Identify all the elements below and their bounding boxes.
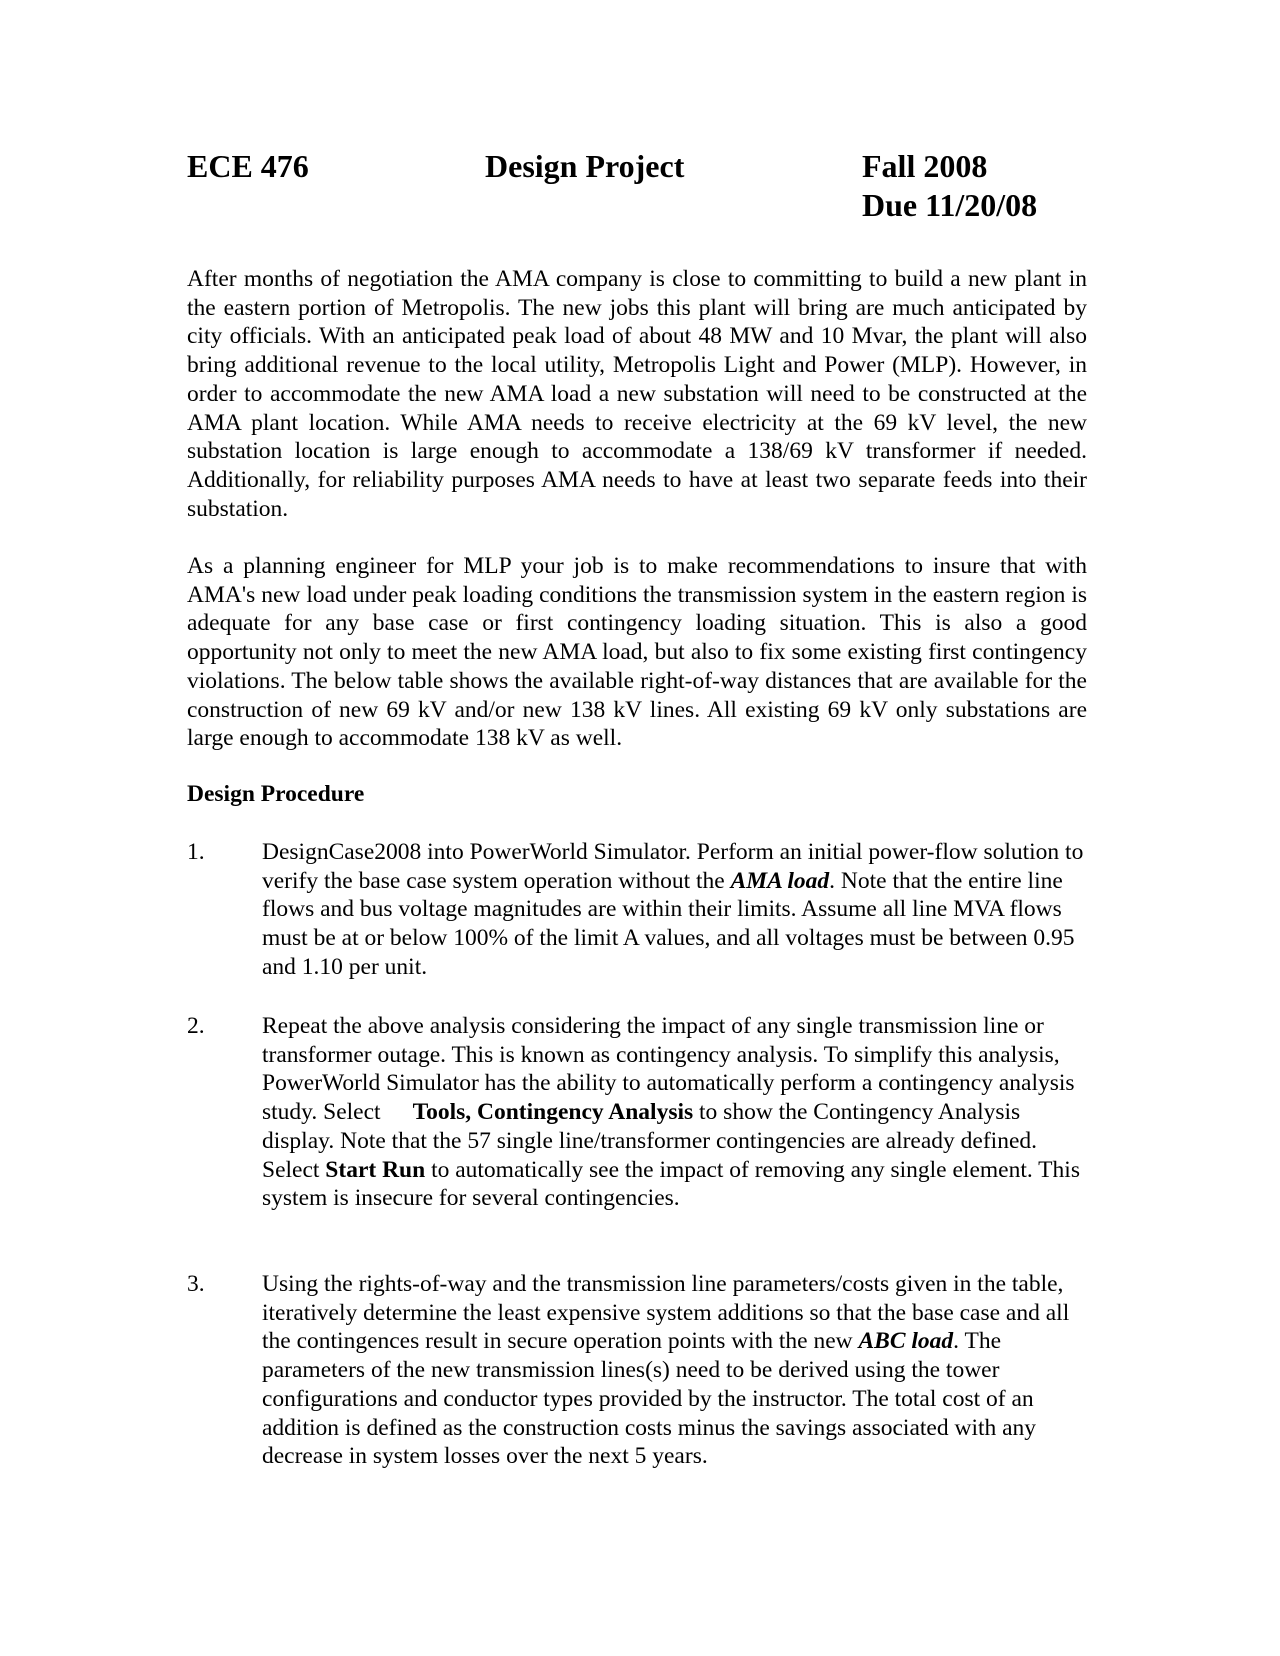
step-text-part: . Note that the entire line flows and bus voltage magnitudes are within their limits. Assume all line MVA flows must be at or below 100% of the limit A values, and all voltages must be between 0.95 and 1.10 per unit.: [262, 867, 1075, 980]
task-paragraph: As a planning engineer for MLP your job is to make recommendations to insure that with AMA's new load under peak loading conditions the transmission system in the eastern region is adequate for any base case or first contingency loading situation. This is also a good opportunity not only to meet the new AMA load, but also to fix some existing first contingency violations. The below table shows the available right-of-way distances that are available for the construction of new 69 kV and/or new 138 kV lines. All existing 69 kV only substations are large enough to accommodate 138 kV as well.: [187, 553, 1087, 752]
step-emphasis: AMA load: [730, 867, 830, 894]
intro-paragraph: After months of negotiation the AMA company is close to committing to build a new plant in the eastern portion of Metropolis. The new jobs this plant will bring are much anticipated by city officials. With an anticipated peak load of about 48 MW and 10 Mvar, the plant will also bring additional revenue to the local utility, Metropolis Light and Power (MLP). However, in order to accommodate the new AMA load a new substation will need to be constructed at the AMA plant location. While AMA needs to receive electricity at the 69 kV level, the new substation location is large enough to accommodate a 138/69 kV transformer if needed. Additionally, for reliability purposes AMA needs to have at least two separate feeds into their substation.: [187, 266, 1087, 522]
course-code: ECE 476: [187, 148, 309, 184]
step-text-part: to automatically see the impact of removing any single element. This system is insecure for several contingencies.: [262, 1156, 1080, 1212]
due-date: Due 11/20/08: [862, 187, 1038, 223]
step-text: [262, 1270, 1087, 1471]
step-text-part: Using the rights-of-way and the transmission line parameters/costs given in the table, iteratively determine the least expensive system additions so that the base case and all the contingences result in secure operation points with the new: [262, 1271, 1070, 1355]
step-text: [262, 1012, 1087, 1213]
step-number: 1.: [187, 839, 205, 865]
step-emphasis: Start Run: [325, 1156, 426, 1183]
step-emphasis: ABC load: [858, 1328, 954, 1355]
step-text-part: to show the Contingency Analysis display. Note that the 57 single line/transformer contingencies are already defined. Select: [262, 1099, 1038, 1183]
step-emphasis: Tools, Contingency Analysis: [412, 1099, 694, 1126]
term-label: Fall 2008: [862, 148, 988, 184]
step-text: [262, 838, 1087, 982]
document-title: Design Project: [485, 148, 685, 184]
step-number: 2.: [187, 1013, 205, 1039]
step-number: 3.: [187, 1271, 205, 1297]
step-text-part: . The parameters of the new transmission lines(s) need to be derived using the tower configurations and conductor types provided by the instructor. The total cost of an addition is defined as the construction costs minus the savings associated with any decrease in system losses over the next 5 years.: [262, 1328, 1037, 1470]
section-heading: Design Procedure: [187, 781, 365, 807]
step-text-part: Repeat the above analysis considering the impact of any single transmission line or transformer outage. This is known as contingency analysis. To simplify this analysis, PowerWorld Simulator has the ability to automatically perform a contingency analysis study. Select: [262, 1013, 1075, 1126]
document-header: [187, 147, 1087, 237]
step-text-part: DesignCase2008 into PowerWorld Simulator. Perform an initial power-flow solution to verify the base case system operation without the: [262, 839, 1084, 894]
